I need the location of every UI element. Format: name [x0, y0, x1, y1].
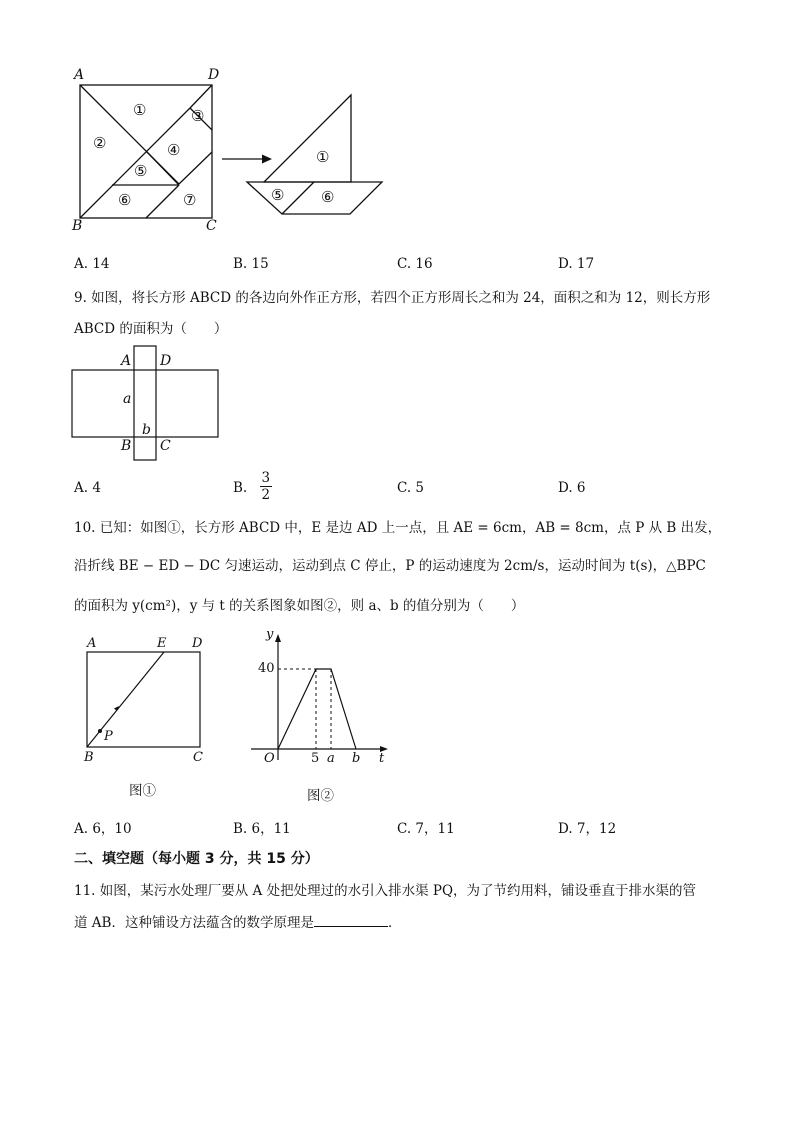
q9-option-b-prefix: B. — [233, 480, 248, 496]
q9-option-b-numerator: 3 — [261, 470, 271, 486]
fig2-label-40: 40 — [258, 661, 275, 676]
fig1-label-A: A — [87, 636, 97, 651]
piece-3-label: ③ — [191, 107, 205, 125]
q8-label-C: C — [206, 218, 217, 234]
q10-question-line3: 的面积为 y(cm²)，y 与 t 的关系图象如图②，则 a、b 的值分别为（ ） — [74, 598, 525, 614]
q9-question-line2: ABCD 的面积为（ ） — [74, 321, 228, 337]
fig2-label-5: 5 — [311, 751, 320, 766]
q9-option-b-denominator: 2 — [261, 487, 271, 503]
q9-option-d: D. 6 — [558, 480, 586, 496]
q9-question-line1: 9. 如图，将长方形 ABCD 的各边向外作正方形，若四个正方形周长之和为 24，面积之和为 12，则长方形 — [74, 290, 711, 306]
q8-option-c: C. 16 — [397, 256, 433, 272]
q8-option-b: B. 15 — [233, 256, 269, 272]
q10-option-d: D. 7，12 — [558, 821, 617, 837]
q11-line2-text: 道 AB．这种铺设方法蕴含的数学原理是 — [74, 915, 314, 931]
fig2-label-a: a — [327, 751, 335, 766]
q10-question-line1: 10. 已知：如图①，长方形 ABCD 中，E 是边 AD 上一点，且 AE = 6cm，AB = 8cm，点 P 从 B 出发， — [74, 520, 722, 536]
q11-question-line2 — [74, 911, 401, 931]
q10-option-a: A. 6，10 — [74, 821, 132, 837]
piece-2-label: ② — [93, 134, 107, 152]
piece-5-label: ⑤ — [134, 162, 148, 180]
fig2-label-y: y — [266, 627, 274, 642]
q8-label-B: B — [72, 218, 83, 234]
fig1-label-C: C — [193, 750, 203, 765]
q9-label-D: D — [160, 353, 172, 369]
section-heading: 二、填空题（每小题 3 分，共 15 分） — [74, 851, 319, 867]
q8-option-d: D. 17 — [558, 256, 595, 272]
q11-answer-blank[interactable] — [314, 914, 388, 927]
piece-1-label: ① — [133, 101, 147, 119]
boat-piece-6-label: ⑥ — [321, 188, 335, 206]
q8-label-A: A — [74, 67, 85, 83]
fig1-label-D: D — [192, 636, 203, 651]
piece-6-label: ⑥ — [118, 191, 132, 209]
fig1-label-B: B — [84, 750, 94, 765]
q10-option-b: B. 6，11 — [233, 821, 291, 837]
q8-option-a: A. 14 — [74, 256, 110, 272]
q9-label-C: C — [160, 438, 171, 454]
fig1-caption: 图① — [129, 783, 156, 799]
q8-label-D: D — [208, 67, 220, 83]
fig2-caption: 图② — [307, 788, 334, 804]
piece-7-label: ⑦ — [183, 191, 197, 209]
q10-option-c: C. 7，11 — [397, 821, 455, 837]
q9-option-c: C. 5 — [397, 480, 425, 496]
fig1-label-E: E — [157, 636, 167, 651]
q10-question-line2: 沿折线 BE − ED − DC 匀速运动，运动到点 C 停止，P 的运动速度为 2cm/s，运动时间为 t(s)，△BPC — [74, 558, 706, 574]
q11-question-line1: 11. 如图，某污水处理厂要从 A 处把处理过的水引入排水渠 PQ，为了节约用料，铺设垂直于排水渠的管 — [74, 883, 697, 899]
fig2-label-O: O — [264, 751, 275, 766]
fig2-label-b: b — [352, 751, 361, 766]
q11-line2-end: ． — [387, 915, 402, 931]
q9-label-A: A — [121, 353, 132, 369]
q9-label-b: b — [142, 422, 151, 438]
q9-option-a: A. 4 — [74, 480, 101, 496]
boat-piece-5-label: ⑤ — [271, 186, 285, 204]
boat-piece-1-label: ① — [316, 148, 330, 166]
graph-line — [278, 669, 356, 749]
q9-label-a: a — [123, 391, 132, 407]
fig1-label-P: P — [104, 729, 113, 744]
fig2-label-t: t — [379, 751, 385, 766]
piece-4-label: ④ — [167, 141, 181, 159]
q9-label-B: B — [121, 438, 132, 454]
